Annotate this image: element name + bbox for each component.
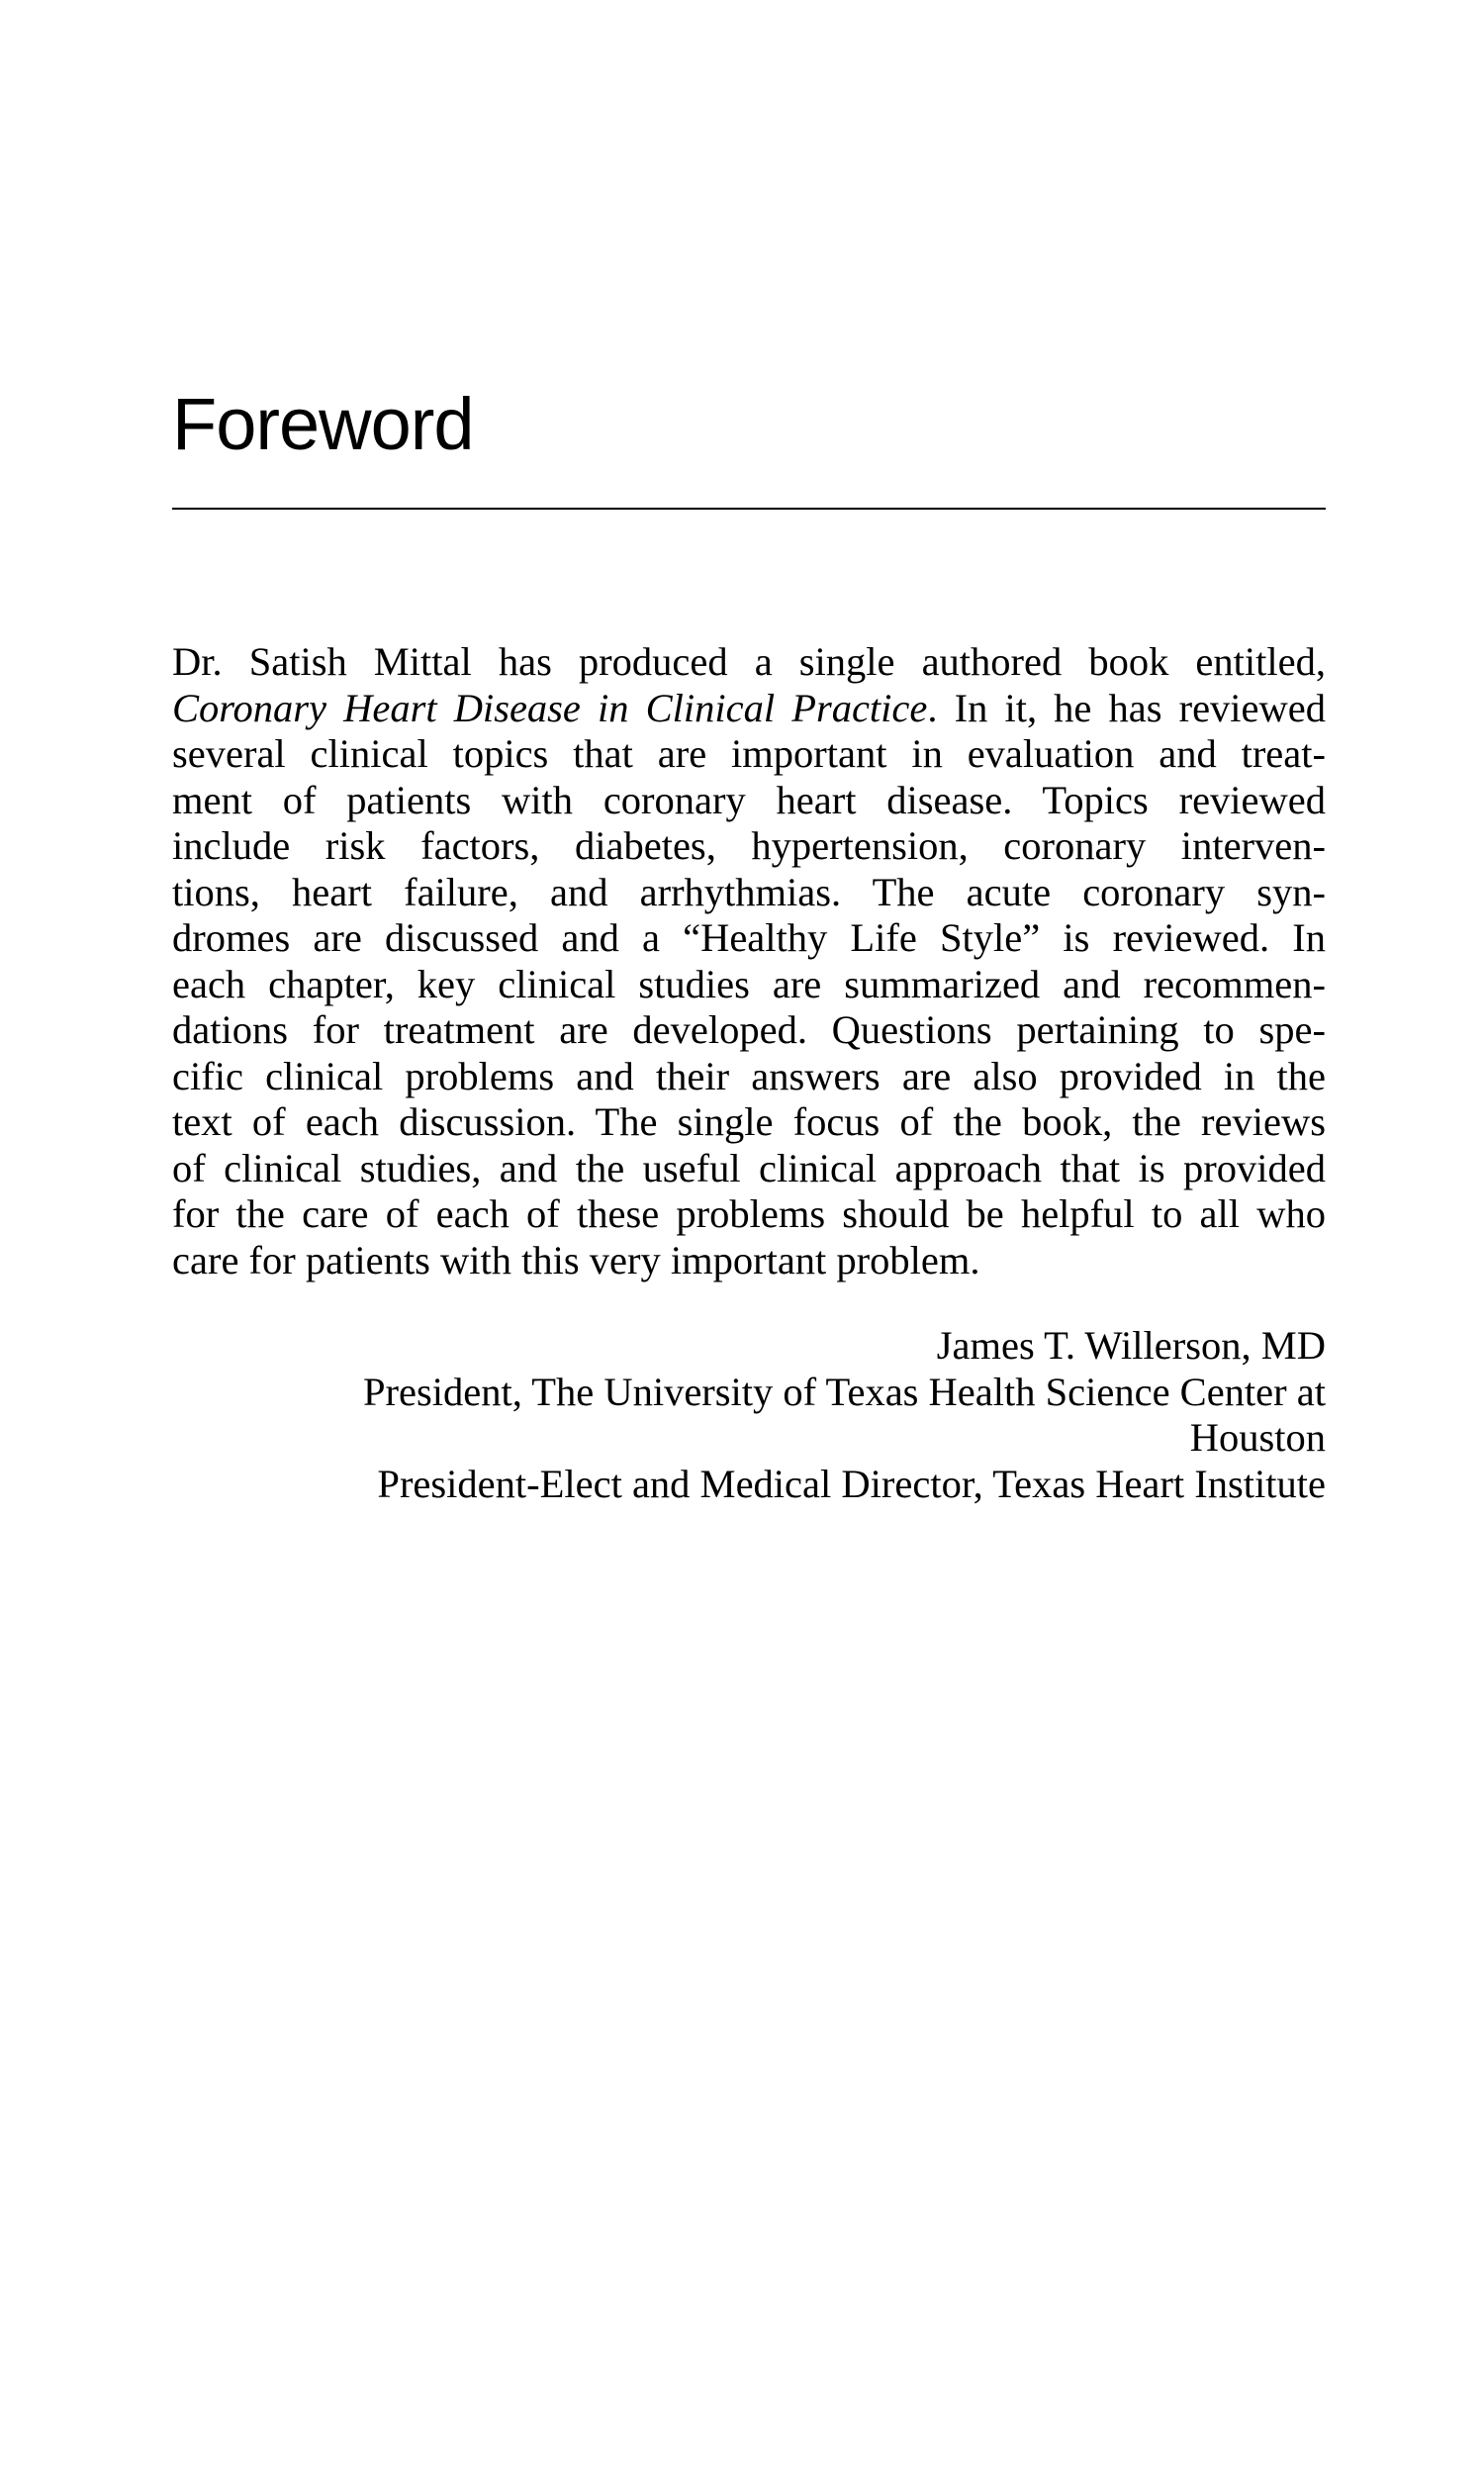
foreword-body xyxy=(172,639,1326,1283)
body-line: of clinical studies, and the useful clinical approach that is provided xyxy=(172,1145,1326,1190)
body-line: for the care of each of these problems should be helpful to all who xyxy=(172,1191,1326,1236)
page-title: Foreword xyxy=(172,383,474,465)
book-title: Coronary Heart Disease in Clinical Practice xyxy=(172,685,928,730)
body-line-rest: . In it, he has reviewed xyxy=(927,685,1326,730)
body-line: ment of patients with coronary heart disease. Topics reviewed xyxy=(172,777,1326,822)
title-divider xyxy=(172,508,1326,510)
signature-name: James T. Willerson, MD xyxy=(936,1323,1326,1368)
body-line: dromes are discussed and a “Healthy Life Style” is reviewed. In xyxy=(172,915,1326,960)
body-line: care for patients with this very important problem. xyxy=(172,1237,980,1282)
signature-title: President, The University of Texas Health Science Center at xyxy=(362,1369,1326,1414)
signature-block xyxy=(172,1323,1326,1507)
body-line: cific clinical problems and their answers are also provided in the xyxy=(172,1053,1326,1098)
signature-title: Houston xyxy=(1189,1415,1326,1460)
body-line xyxy=(172,686,1326,732)
body-line: tions, heart failure, and arrhythmias. The acute coronary syn- xyxy=(172,869,1326,914)
body-line: include risk factors, diabetes, hypertension, coronary interven- xyxy=(172,823,1326,868)
body-line: Dr. Satish Mittal has produced a single authored book entitled, xyxy=(172,639,1326,684)
body-line: each chapter, key clinical studies are summarized and recommen- xyxy=(172,961,1326,1006)
body-line: dations for treatment are developed. Questions pertaining to spe- xyxy=(172,1007,1326,1052)
body-line: text of each discussion. The single focus of the book, the reviews xyxy=(172,1099,1326,1144)
body-line: several clinical topics that are important in evaluation and treat- xyxy=(172,731,1326,776)
signature-title: President-Elect and Medical Director, Texas Heart Institute xyxy=(377,1461,1326,1506)
